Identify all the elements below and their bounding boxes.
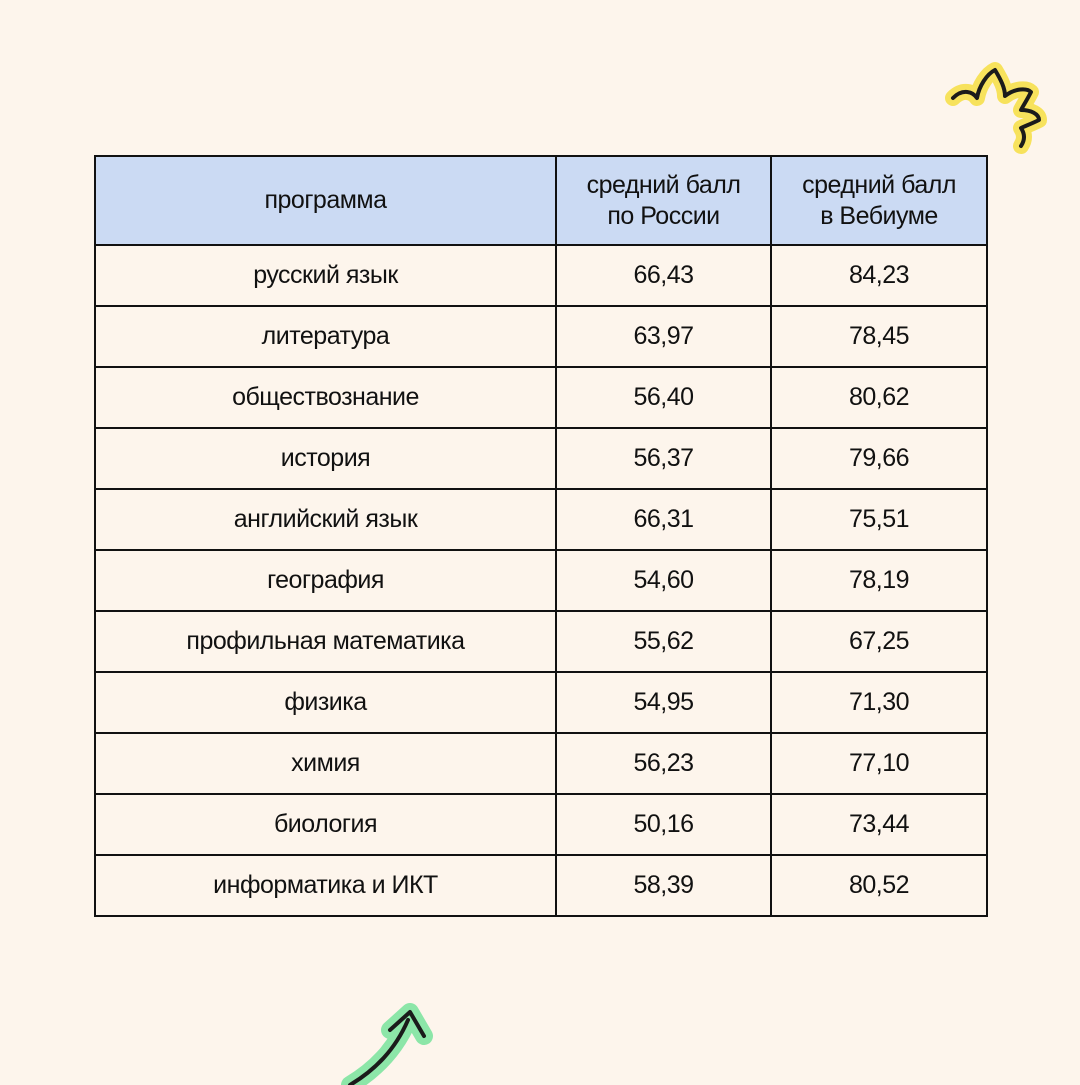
subject-cell: география [95,550,556,611]
table-header [95,156,987,245]
header-text-line: программа [264,186,387,214]
avg-webium-cell: 71,30 [771,672,987,733]
scores-table [94,155,988,917]
subject-cell: биология [95,794,556,855]
table-row [95,245,987,306]
table-row [95,733,987,794]
table-row [95,306,987,367]
avg-russia-cell: 66,31 [556,489,771,550]
header-text-line: по России [607,201,720,230]
table-row [95,428,987,489]
subject-cell: профильная математика [95,611,556,672]
subject-cell: информатика и ИКТ [95,855,556,916]
header-row [95,156,987,245]
header-program [95,156,556,245]
avg-webium-cell: 78,19 [771,550,987,611]
curved-arrow-icon [320,990,460,1085]
header-text-line: средний балл [586,170,741,199]
avg-webium-cell: 73,44 [771,794,987,855]
header-avg-webium [771,156,987,245]
subject-cell: обществознание [95,367,556,428]
subject-cell: химия [95,733,556,794]
table-row [95,489,987,550]
avg-webium-cell: 80,62 [771,367,987,428]
avg-russia-cell: 56,37 [556,428,771,489]
avg-webium-cell: 84,23 [771,245,987,306]
avg-russia-cell: 56,40 [556,367,771,428]
avg-russia-cell: 66,43 [556,245,771,306]
table-row [95,794,987,855]
avg-webium-cell: 67,25 [771,611,987,672]
sparkle-sun-icon [935,58,1055,158]
avg-webium-cell: 75,51 [771,489,987,550]
table-row [95,672,987,733]
avg-webium-cell: 80,52 [771,855,987,916]
avg-russia-cell: 54,95 [556,672,771,733]
table-row [95,855,987,916]
subject-cell: литература [95,306,556,367]
avg-webium-cell: 79,66 [771,428,987,489]
header-text-line: в Вебиуме [820,201,938,230]
table-row [95,611,987,672]
avg-russia-cell: 50,16 [556,794,771,855]
header-avg-russia [556,156,771,245]
header-text-line: средний балл [802,170,956,199]
avg-russia-cell: 63,97 [556,306,771,367]
subject-cell: история [95,428,556,489]
subject-cell: физика [95,672,556,733]
subject-cell: русский язык [95,245,556,306]
avg-russia-cell: 56,23 [556,733,771,794]
avg-webium-cell: 78,45 [771,306,987,367]
avg-webium-cell: 77,10 [771,733,987,794]
table-row [95,550,987,611]
avg-russia-cell: 55,62 [556,611,771,672]
table-row [95,367,987,428]
table-body [95,245,987,916]
avg-russia-cell: 58,39 [556,855,771,916]
subject-cell: английский язык [95,489,556,550]
avg-russia-cell: 54,60 [556,550,771,611]
